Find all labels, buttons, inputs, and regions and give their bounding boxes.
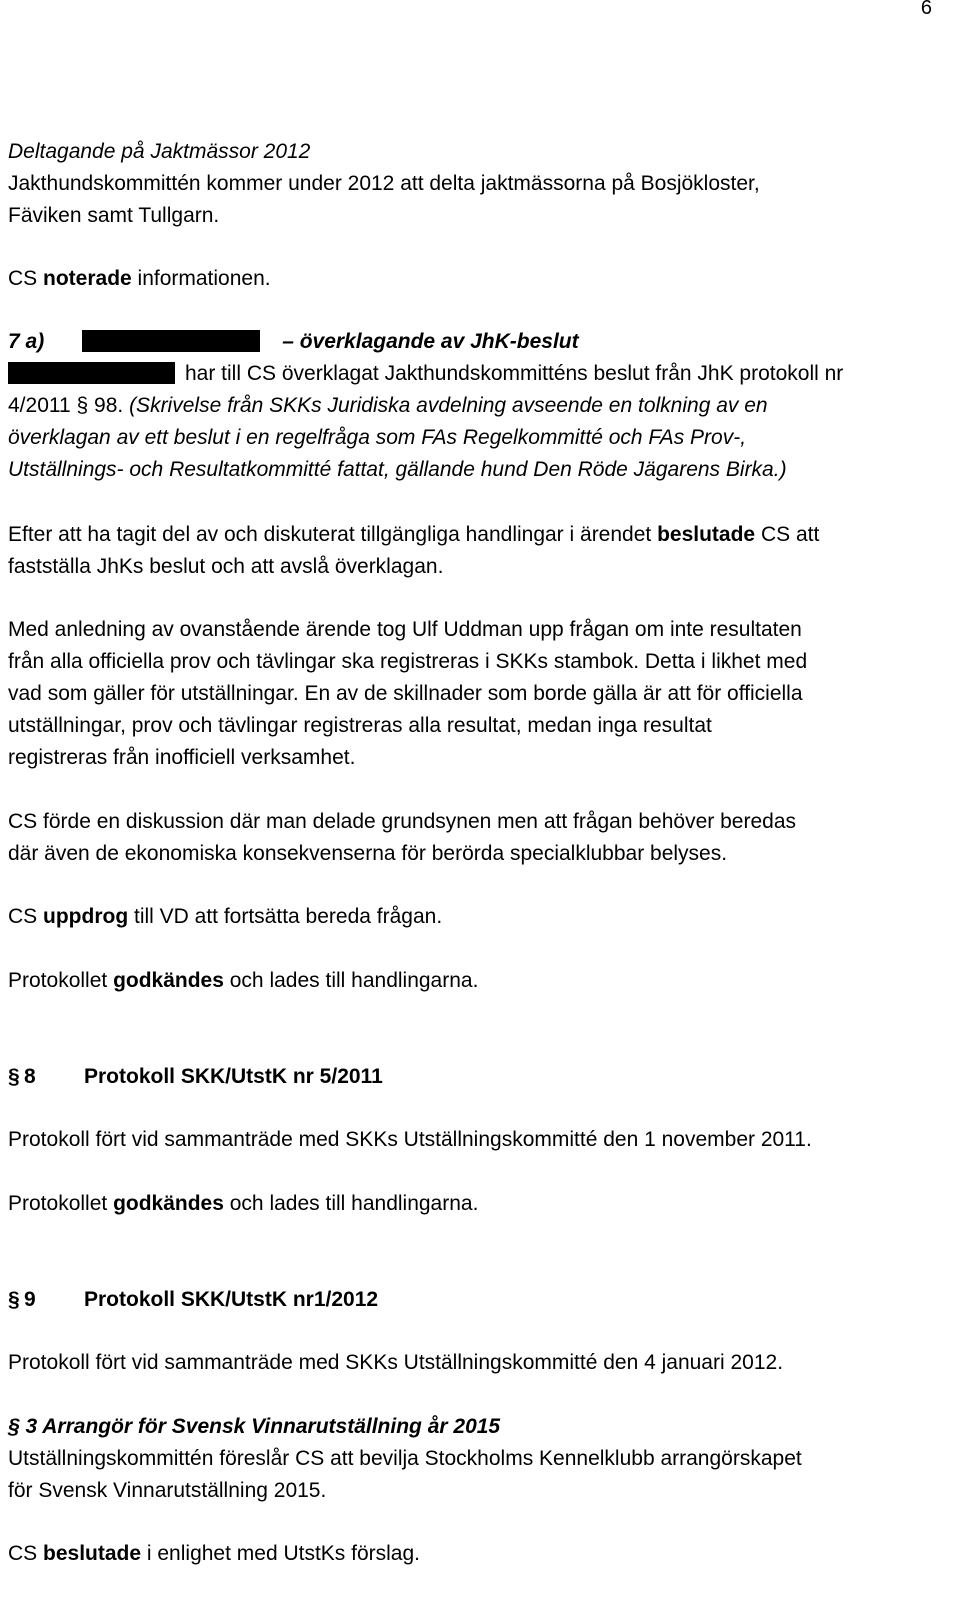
decision-7a-prefix: Efter att ha tagit del av och diskuterat tillgängliga handlingar i ärendet [8,523,658,546]
cs-noted-paragraph [8,263,943,295]
section-9-title: Protokoll SKK/UtstK nr1/2012 [84,1288,379,1311]
approved-2-prefix: Protokollet [8,1192,114,1215]
section-8-body [8,1124,943,1156]
uddman-line-5: registreras från inofficiell verksamhet. [8,746,356,769]
section-8-body-text: Protokoll fört vid sammanträde med SKKs Utställningskommitté den 1 november 2011. [8,1128,812,1151]
redacted-name-block [82,330,260,352]
approved-1-prefix: Protokollet [8,969,114,992]
uddman-line-2: från alla officiella prov och tävlingar ska registreras i SKKs stambok. Detta i likhet med [8,650,808,673]
item-7a-label: 7 a) [8,330,45,353]
redacted-name-block-2 [8,362,175,384]
section-8-heading [8,1061,383,1093]
approved-paragraph-2 [8,1188,943,1220]
section-8-sign: § [8,1065,20,1088]
subsection-3-paragraph [8,1411,943,1507]
approved-2-suffix: och lades till handlingarna. [223,1192,479,1215]
approved-paragraph-1 [8,965,943,997]
page-number: 6 [920,0,932,19]
decision-7a-keyword: beslutade [657,523,756,546]
section-8-title: Protokoll SKK/UtstK nr 5/2011 [84,1065,383,1088]
subsection-3-line-1: Utställningskommittén föreslår CS att bevilja Stockholms Kennelklubb arrangörskapet [8,1447,802,1470]
item-7a-line-4: Utställnings- och Resultatkommitté fattat, gällande hund Den Röde Jägarens Birka.) [8,458,787,481]
final-decision-keyword: beslutade [43,1542,142,1565]
cs-noted-suffix: informationen. [131,267,271,290]
jaktmassor-line-1: Jakthundskommittén kommer under 2012 att delta jaktmässorna på Bosjökloster, [8,172,760,195]
item-7a-line-2-plain: 4/2011 § 98. [8,394,130,417]
jaktmassor-line-2: Fäviken samt Tullgarn. [8,204,220,227]
subsection-3-line-2: för Svensk Vinnarutställning 2015. [8,1479,327,1502]
item-7a-line-3: överklagan av ett beslut i en regelfråga som FAs Regelkommitté och FAs Prov-, [8,426,747,449]
assignment-paragraph [8,901,943,933]
assignment-prefix: CS [8,905,44,928]
uddman-paragraph [8,614,943,774]
uddman-line-1: Med anledning av ovanstående ärende tog Ulf Uddman upp frågan om inte resultaten [8,618,802,641]
item-7a-line-1: har till CS överklagat Jakthundskommitténs beslut från JhK protokoll nr [185,362,844,385]
approved-1-keyword: godkändes [113,969,224,992]
cs-noted-keyword: noterade [43,267,132,290]
assignment-keyword: uppdrog [43,905,129,928]
item-7a-line-2-italic: (Skrivelse från SKKs Juridiska avdelning avseende en tolkning av en [129,394,768,417]
uddman-line-4: utställningar, prov och tävlingar registreras alla resultat, medan inga resultat [8,714,712,737]
subsection-3-heading: § 3 Arrangör för Svensk Vinnarutställning år 2015 [8,1415,501,1438]
uddman-line-3: vad som gäller för utställningar. En av de skillnader som borde gälla är att för officiella [8,682,803,705]
decision-7a-suffix: CS att [755,523,820,546]
final-decision-paragraph [8,1538,943,1570]
cs-noted-prefix: CS [8,267,44,290]
jaktmassor-paragraph [8,136,943,232]
approved-2-keyword: godkändes [113,1192,224,1215]
discussion-line-2: där även de ekonomiska konsekvenserna för berörda specialklubbar belyses. [8,842,728,865]
discussion-line-1: CS förde en diskussion där man delade grundsynen men att frågan behöver beredas [8,810,796,833]
decision-7a-line-2: fastställa JhKs beslut och att avslå överklagan. [8,555,444,578]
section-9-sign: § [8,1288,20,1311]
item-7a-paragraph [8,326,943,486]
assignment-suffix: till VD att fortsätta bereda frågan. [128,905,443,928]
section-9-heading [8,1284,378,1316]
item-7a-title: – överklagande av JhK-beslut [282,330,579,353]
decision-7a-paragraph [8,519,943,583]
section-8-number: 8 [24,1065,36,1088]
section-9-body [8,1347,943,1379]
jaktmassor-title: Deltagande på Jaktmässor 2012 [8,140,311,163]
final-decision-prefix: CS [8,1542,44,1565]
section-9-number: 9 [24,1288,36,1311]
final-decision-suffix: i enlighet med UtstKs förslag. [141,1542,421,1565]
approved-1-suffix: och lades till handlingarna. [223,969,479,992]
section-9-body-text: Protokoll fört vid sammanträde med SKKs Utställningskommitté den 4 januari 2012. [8,1351,784,1374]
discussion-paragraph [8,806,943,870]
